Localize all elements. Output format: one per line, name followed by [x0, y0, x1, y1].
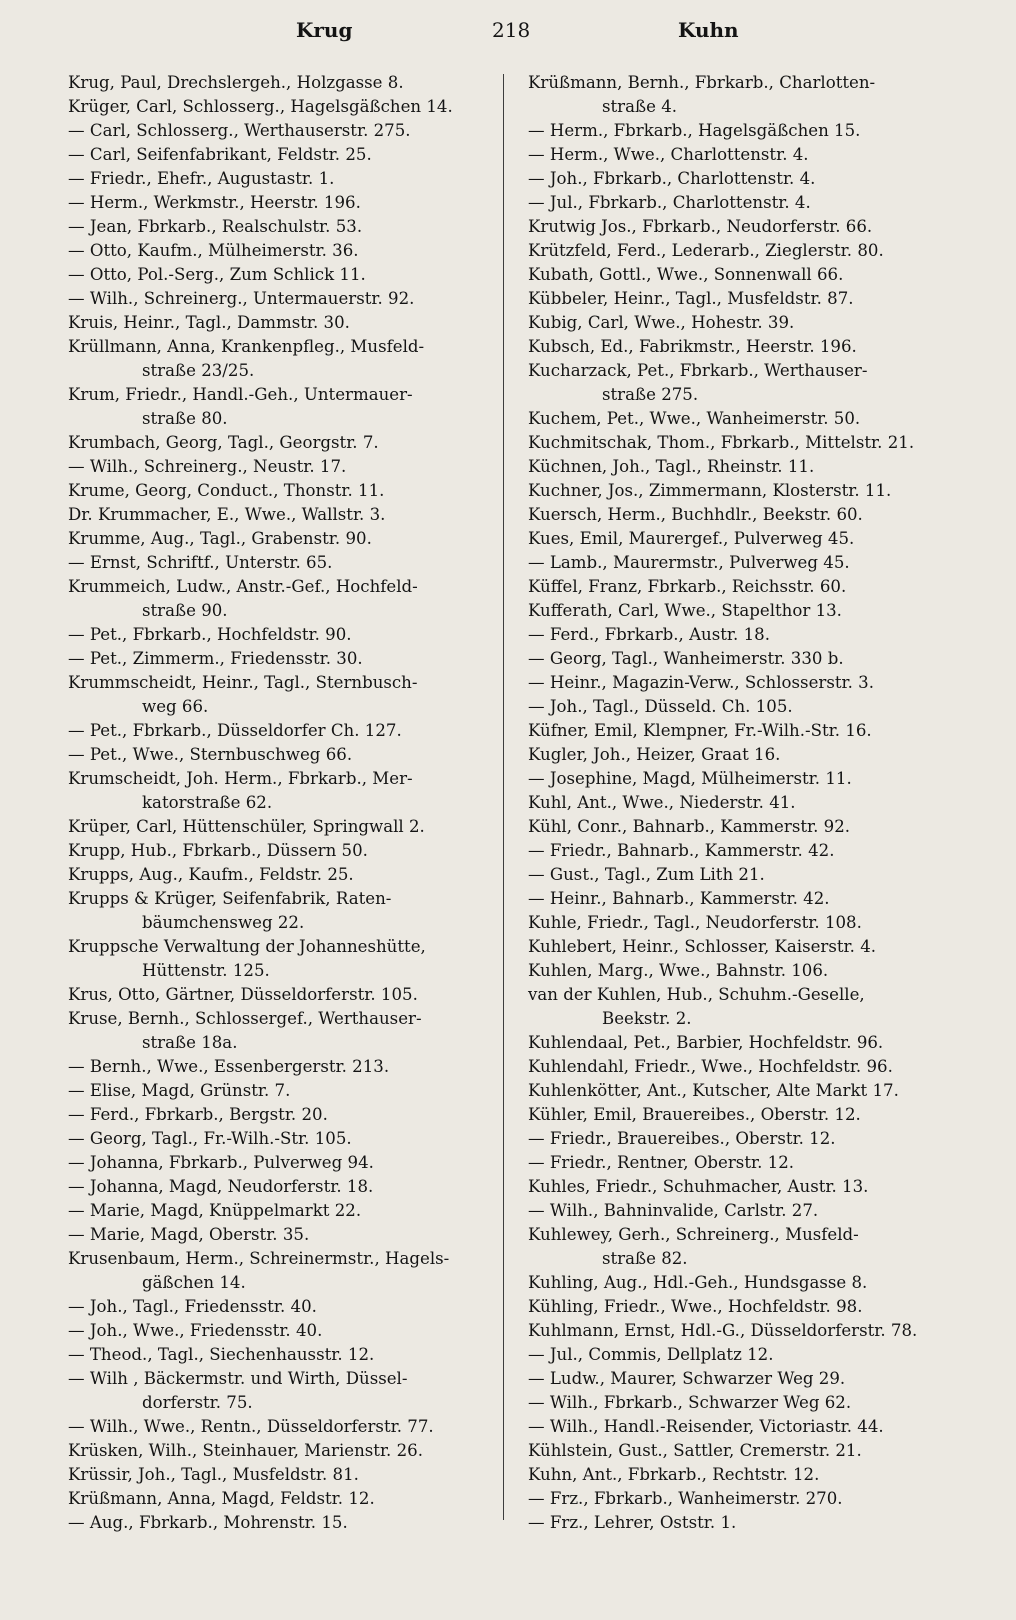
directory-entry: — Friedr., Bahnarb., Kammerstr. 42. [528, 841, 835, 860]
directory-entry: — Georg, Tagl., Wanheimerstr. 330 b. [528, 649, 844, 668]
directory-entry: — Friedr., Ehefr., Augustastr. 1. [68, 169, 335, 188]
directory-entry: Kuersch, Herm., Buchhdlr., Beekstr. 60. [528, 505, 863, 524]
directory-entry: Krume, Georg, Conduct., Thonstr. 11. [68, 481, 385, 500]
directory-entry: Kuhlewey, Gerh., Schreinerg., Musfeld- straße 82. [528, 1225, 859, 1268]
directory-entry: — Wilh., Handl.-Reisender, Victoriastr. 44. [528, 1417, 884, 1436]
directory-entry: — Wilh., Schreinerg., Neustr. 17. [68, 457, 347, 476]
directory-entry: Krupp, Hub., Fbrkarb., Düssern 50. [68, 841, 368, 860]
directory-entry: Kuhlenkötter, Ant., Kutscher, Alte Markt 17. [528, 1081, 899, 1100]
directory-entry: — Herm., Wwe., Charlottenstr. 4. [528, 145, 809, 164]
directory-entry: — Carl, Schlosserg., Werthauserstr. 275. [68, 121, 411, 140]
directory-entry: Kuchem, Pet., Wwe., Wanheimerstr. 50. [528, 409, 861, 428]
directory-entry: Kuhling, Aug., Hdl.-Geh., Hundsgasse 8. [528, 1273, 868, 1292]
directory-entry: Kühl, Conr., Bahnarb., Kammerstr. 92. [528, 817, 851, 836]
directory-entry: Kuhlmann, Ernst, Hdl.-G., Düsseldorferstr. 78. [528, 1321, 918, 1340]
directory-entry: Krüßmann, Anna, Magd, Feldstr. 12. [68, 1489, 375, 1508]
directory-entry: — Aug., Fbrkarb., Mohrenstr. 15. [68, 1513, 348, 1532]
directory-entry: Krüper, Carl, Hüttenschüler, Springwall 2. [68, 817, 425, 836]
directory-entry: Kübbeler, Heinr., Tagl., Musfeldstr. 87. [528, 289, 854, 308]
directory-entry: — Wilh., Fbrkarb., Schwarzer Weg 62. [528, 1393, 852, 1412]
directory-entry: — Georg, Tagl., Fr.-Wilh.-Str. 105. [68, 1129, 352, 1148]
directory-entry: — Johanna, Fbrkarb., Pulverweg 94. [68, 1153, 374, 1172]
directory-entry: Kuchner, Jos., Zimmermann, Klosterstr. 11. [528, 481, 892, 500]
directory-entry: Kuhlen, Marg., Wwe., Bahnstr. 106. [528, 961, 829, 980]
directory-entry: — Friedr., Brauereibes., Oberstr. 12. [528, 1129, 836, 1148]
directory-entry: Krus, Otto, Gärtner, Düsseldorferstr. 105. [68, 985, 418, 1004]
directory-entry: — Joh., Tagl., Düsseld. Ch. 105. [528, 697, 793, 716]
directory-entry: — Frz., Fbrkarb., Wanheimerstr. 270. [528, 1489, 843, 1508]
directory-entry: Krüßmann, Bernh., Fbrkarb., Charlotten- straße 4. [528, 73, 876, 116]
directory-entry: — Pet., Fbrkarb., Hochfeldstr. 90. [68, 625, 352, 644]
directory-entry: Kuhl, Ant., Wwe., Niederstr. 41. [528, 793, 796, 812]
directory-entry: Krüllmann, Anna, Krankenpfleg., Musfeld- straße 23/25. [68, 337, 425, 380]
directory-entry: Krumscheidt, Joh. Herm., Fbrkarb., Mer- katorstraße 62. [68, 769, 413, 812]
directory-entry: Kues, Emil, Maurergef., Pulverweg 45. [528, 529, 855, 548]
right-column [528, 71, 968, 1535]
directory-entry: — Lamb., Maurermstr., Pulverweg 45. [528, 553, 850, 572]
directory-entry: Kruis, Heinr., Tagl., Dammstr. 30. [68, 313, 350, 332]
directory-entry: — Joh., Wwe., Friedensstr. 40. [68, 1321, 323, 1340]
directory-entry: Kruse, Bernh., Schlossergef., Werthauser- straße 18a. [68, 1009, 422, 1052]
directory-entry: — Otto, Kaufm., Mülheimerstr. 36. [68, 241, 359, 260]
directory-entry: Küffel, Franz, Fbrkarb., Reichsstr. 60. [528, 577, 847, 596]
directory-entry: — Frz., Lehrer, Oststr. 1. [528, 1513, 737, 1532]
directory-entry: Kuhlendaal, Pet., Barbier, Hochfeldstr. 96. [528, 1033, 884, 1052]
directory-entry: — Bernh., Wwe., Essenbergerstr. 213. [68, 1057, 390, 1076]
directory-entry: — Wilh., Bahninvalide, Carlstr. 27. [528, 1201, 819, 1220]
directory-entry: — Carl, Seifenfabrikant, Feldstr. 25. [68, 145, 372, 164]
directory-entry: — Pet., Wwe., Sternbuschweg 66. [68, 745, 353, 764]
directory-entry: Kuchmitschak, Thom., Fbrkarb., Mittelstr. 21. [528, 433, 915, 452]
directory-entry: Kubsch, Ed., Fabrikmstr., Heerstr. 196. [528, 337, 857, 356]
directory-entry: — Friedr., Rentner, Oberstr. 12. [528, 1153, 795, 1172]
left-column [68, 71, 508, 1535]
directory-entry: Krusenbaum, Herm., Schreinermstr., Hagels- gäßchen 14. [68, 1249, 450, 1292]
directory-entry: — Jul., Fbrkarb., Charlottenstr. 4. [528, 193, 811, 212]
directory-entry: — Josephine, Magd, Mülheimerstr. 11. [528, 769, 852, 788]
directory-entry: — Joh., Tagl., Friedensstr. 40. [68, 1297, 317, 1316]
directory-entry: Krumbach, Georg, Tagl., Georgstr. 7. [68, 433, 379, 452]
directory-entry: Kugler, Joh., Heizer, Graat 16. [528, 745, 781, 764]
directory-entry: Krüssir, Joh., Tagl., Musfeldstr. 81. [68, 1465, 359, 1484]
directory-entry: — Elise, Magd, Grünstr. 7. [68, 1081, 291, 1100]
directory-entry: Kuhles, Friedr., Schuhmacher, Austr. 13. [528, 1177, 869, 1196]
directory-entry: Krummeich, Ludw., Anstr.-Gef., Hochfeld- straße 90. [68, 577, 418, 620]
directory-entry: van der Kuhlen, Hub., Schuhm.-Geselle, Beekstr. 2. [528, 985, 865, 1028]
directory-entry: — Pet., Fbrkarb., Düsseldorfer Ch. 127. [68, 721, 402, 740]
directory-entry: Krüger, Carl, Schlosserg., Hagelsgäßchen 14. [68, 97, 453, 116]
directory-entry: — Heinr., Magazin-Verw., Schlosserstr. 3. [528, 673, 874, 692]
directory-entry: — Ludw., Maurer, Schwarzer Weg 29. [528, 1369, 846, 1388]
directory-entry: Krüsken, Wilh., Steinhauer, Marienstr. 26. [68, 1441, 423, 1460]
directory-entry: Krumme, Aug., Tagl., Grabenstr. 90. [68, 529, 372, 548]
directory-entry: — Wilh , Bäckermstr. und Wirth, Düssel- dorferstr. 75. [68, 1369, 408, 1412]
directory-entry: — Pet., Zimmerm., Friedensstr. 30. [68, 649, 363, 668]
directory-entry: — Johanna, Magd, Neudorferstr. 18. [68, 1177, 374, 1196]
directory-entry: Dr. Krummacher, E., Wwe., Wallstr. 3. [68, 505, 386, 524]
directory-entry: — Ferd., Fbrkarb., Bergstr. 20. [68, 1105, 328, 1124]
directory-entry: Krupps & Krüger, Seifenfabrik, Raten- bäumchensweg 22. [68, 889, 392, 932]
running-head-right: Kuhn [678, 18, 739, 42]
directory-entry: Kuhle, Friedr., Tagl., Neudorferstr. 108. [528, 913, 862, 932]
directory-entry: Kubig, Carl, Wwe., Hohestr. 39. [528, 313, 795, 332]
directory-entry: — Joh., Fbrkarb., Charlottenstr. 4. [528, 169, 816, 188]
directory-entry: Kühling, Friedr., Wwe., Hochfeldstr. 98. [528, 1297, 863, 1316]
directory-entry: Küchnen, Joh., Tagl., Rheinstr. 11. [528, 457, 815, 476]
directory-entry: Kubath, Gottl., Wwe., Sonnenwall 66. [528, 265, 844, 284]
directory-entry: Kuhlebert, Heinr., Schlosser, Kaiserstr. 4. [528, 937, 877, 956]
directory-entry: Krutwig Jos., Fbrkarb., Neudorferstr. 66. [528, 217, 873, 236]
page-number: 218 [492, 18, 531, 42]
directory-entry: — Otto, Pol.-Serg., Zum Schlick 11. [68, 265, 366, 284]
directory-entry: — Herm., Werkmstr., Heerstr. 196. [68, 193, 361, 212]
directory-entry: — Herm., Fbrkarb., Hagelsgäßchen 15. [528, 121, 861, 140]
running-head-left: Krug [296, 18, 353, 42]
directory-entry: Kucharzack, Pet., Fbrkarb., Werthauser- straße 275. [528, 361, 868, 404]
directory-entry: Kuhn, Ant., Fbrkarb., Rechtstr. 12. [528, 1465, 820, 1484]
directory-entry: Kuhlendahl, Friedr., Wwe., Hochfeldstr. 96. [528, 1057, 893, 1076]
directory-entry: Kühlstein, Gust., Sattler, Cremerstr. 21. [528, 1441, 862, 1460]
directory-entry: Kühler, Emil, Brauereibes., Oberstr. 12. [528, 1105, 861, 1124]
directory-entry: — Marie, Magd, Knüppelmarkt 22. [68, 1201, 362, 1220]
column-divider [503, 74, 504, 1520]
directory-entry: Küfner, Emil, Klempner, Fr.-Wilh.-Str. 16. [528, 721, 872, 740]
directory-entry: — Theod., Tagl., Siechenhausstr. 12. [68, 1345, 375, 1364]
directory-entry: — Marie, Magd, Oberstr. 35. [68, 1225, 310, 1244]
directory-entry: Krummscheidt, Heinr., Tagl., Sternbusch- weg 66. [68, 673, 418, 716]
directory-entry: — Jul., Commis, Dellplatz 12. [528, 1345, 774, 1364]
directory-entry: — Wilh., Wwe., Rentn., Düsseldorferstr. 77. [68, 1417, 434, 1436]
directory-entry: — Heinr., Bahnarb., Kammerstr. 42. [528, 889, 830, 908]
directory-entry: Krützfeld, Ferd., Lederarb., Zieglerstr. 80. [528, 241, 884, 260]
directory-entry: Krum, Friedr., Handl.-Geh., Untermauer- straße 80. [68, 385, 413, 428]
directory-entry: — Gust., Tagl., Zum Lith 21. [528, 865, 765, 884]
directory-entry: Kruppsche Verwaltung der Johanneshütte, Hüttenstr. 125. [68, 937, 426, 980]
directory-entry: — Ernst, Schriftf., Unterstr. 65. [68, 553, 333, 572]
directory-entry: — Ferd., Fbrkarb., Austr. 18. [528, 625, 770, 644]
directory-entry: — Jean, Fbrkarb., Realschulstr. 53. [68, 217, 363, 236]
directory-entry: Kufferath, Carl, Wwe., Stapelthor 13. [528, 601, 842, 620]
directory-entry: Krupps, Aug., Kaufm., Feldstr. 25. [68, 865, 354, 884]
directory-entry: Krug, Paul, Drechslergeh., Holzgasse 8. [68, 73, 404, 92]
directory-entry: — Wilh., Schreinerg., Untermauerstr. 92. [68, 289, 415, 308]
